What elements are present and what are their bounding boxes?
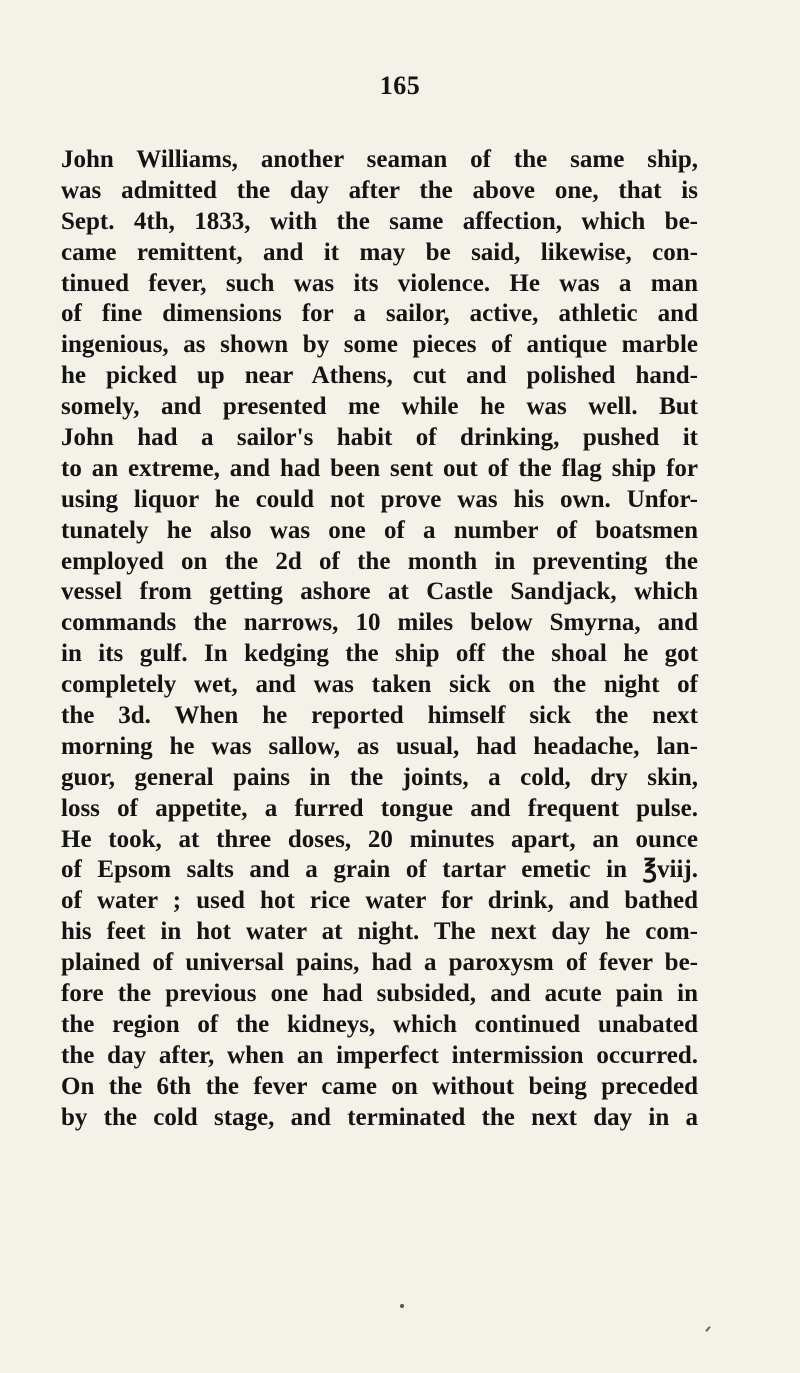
text-line: in its gulf. In kedging the ship off the shoal he got	[61, 640, 698, 668]
text-line: he picked up near Athens, cut and polished hand-	[61, 362, 698, 390]
text-line: was admitted the day after the above one, that is	[61, 176, 698, 204]
text-line: came remittent, and it may be said, likewise, con-	[61, 238, 698, 266]
body-text	[61, 145, 698, 1134]
text-line: completely wet, and was taken sick on the night of	[61, 671, 698, 699]
text-line: of Epsom salts and a grain of tartar emetic in ℥viij.	[61, 856, 698, 884]
text-line: somely, and presented me while he was well. But	[61, 393, 698, 421]
text-line: Sept. 4th, 1833, with the same affection, which be-	[61, 207, 698, 235]
text-line: guor, general pains in the joints, a cold, dry skin,	[61, 763, 698, 791]
text-line: commands the narrows, 10 miles below Smyrna, and	[61, 609, 698, 637]
text-line: employed on the 2d of the month in preventing the	[61, 547, 698, 575]
text-line: loss of appetite, a furred tongue and frequent pulse.	[61, 794, 698, 822]
text-line: John had a sailor's habit of drinking, pushed it	[61, 424, 698, 452]
text-line: tinued fever, such was its violence. He was a man	[61, 269, 698, 297]
page-number: 165	[379, 71, 421, 100]
text-line: the 3d. When he reported himself sick the next	[61, 702, 698, 730]
text-line: using liquor he could not prove was his own. Unfor-	[61, 485, 698, 513]
ink-speck	[400, 1304, 404, 1308]
text-line: his feet in hot water at night. The next day he com-	[61, 918, 698, 946]
text-line: of fine dimensions for a sailor, active, athletic and	[61, 300, 698, 328]
text-line: He took, at three doses, 20 minutes apart, an ounce	[61, 825, 698, 853]
text-line: fore the previous one had subsided, and acute pain in	[61, 980, 698, 1008]
text-line: the day after, when an imperfect intermission occurred.	[61, 1041, 698, 1069]
text-line: morning he was sallow, as usual, had headache, lan-	[61, 732, 698, 760]
text-line: vessel from getting ashore at Castle Sandjack, which	[61, 578, 698, 606]
text-line: plained of universal pains, had a paroxysm of fever be-	[61, 949, 698, 977]
text-line: the region of the kidneys, which continued unabated	[61, 1010, 698, 1038]
text-line: John Williams, another seaman of the same ship,	[61, 146, 698, 173]
text-line: On the 6th the fever came on without being preceded	[61, 1072, 698, 1100]
text-line: ingenious, as shown by some pieces of antique marble	[61, 331, 698, 359]
text-line: to an extreme, and had been sent out of the flag ship for	[61, 454, 698, 482]
text-line: of water ; used hot rice water for drink, and bathed	[61, 887, 698, 915]
text-line: tunately he also was one of a number of boatsmen	[61, 516, 698, 544]
ink-speck	[705, 1326, 710, 1332]
text-line: by the cold stage, and terminated the next day in a	[61, 1103, 698, 1131]
